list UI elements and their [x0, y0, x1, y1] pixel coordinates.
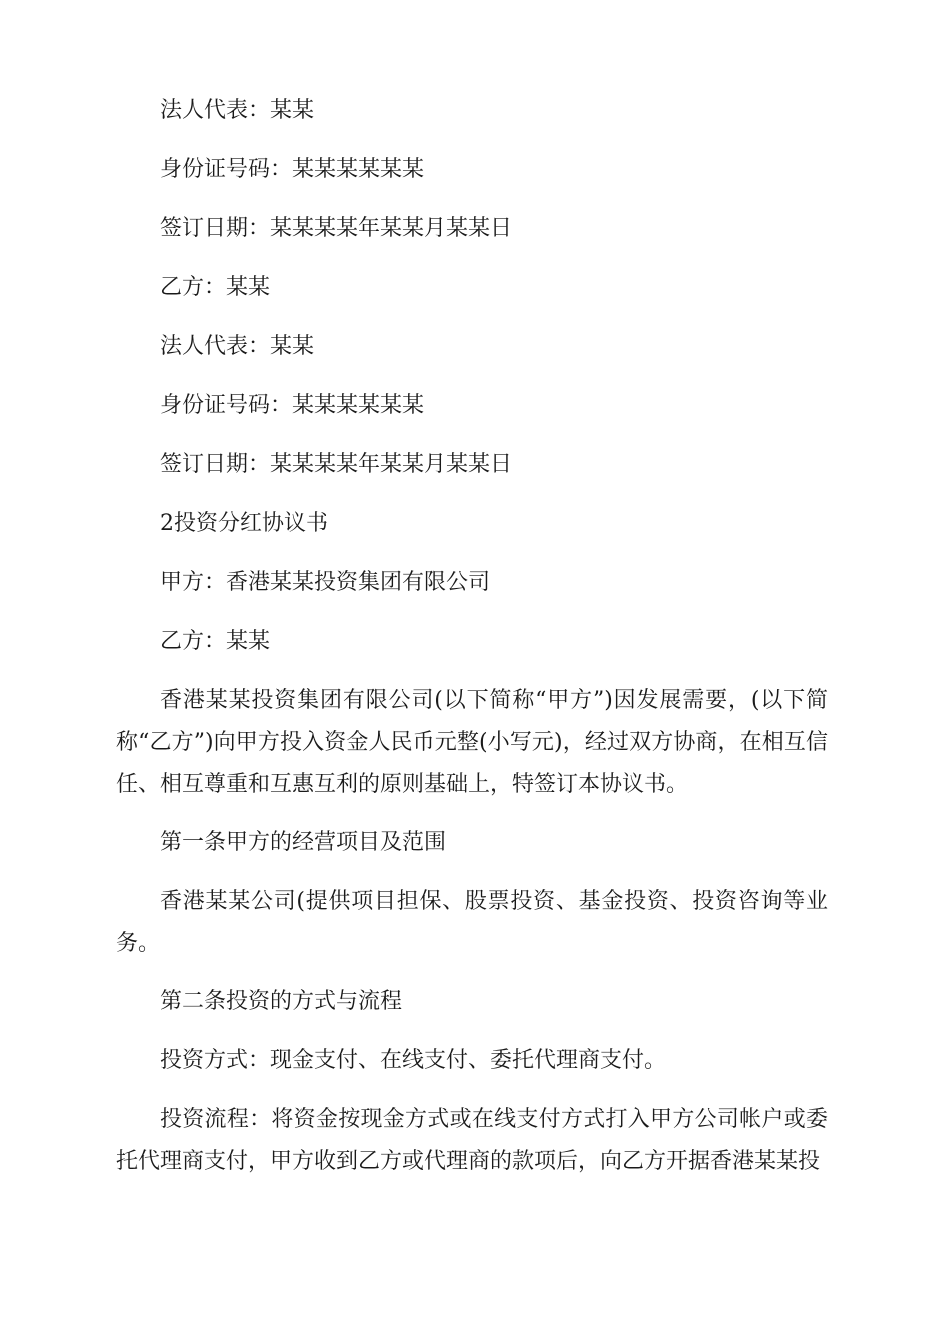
legal-representative-line: 法人代表：某某	[160, 334, 315, 359]
article-heading: 第二条投资的方式与流程	[160, 989, 403, 1014]
agreement-preamble: 香港某某投资集团有限公司(以下简称“甲方”)因发展需要，(以下简称“乙方”)向甲方投入资金人民币元整(小写元)，经过双方协商，在相互信任、相互尊重和互惠互利的原则基础上，特签订本协议书。	[116, 688, 828, 797]
investment-process-paragraph: 投资流程：将资金按现金方式或在线支付方式打入甲方公司帐户或委托代理商支付，甲方收到乙方或代理商的款项后，向乙方开据香港某某投	[116, 1107, 828, 1174]
legal-representative-line: 法人代表：某某	[160, 98, 315, 123]
id-number-line: 身份证号码：某某某某某某	[160, 157, 425, 182]
id-number-line: 身份证号码：某某某某某某	[160, 393, 425, 418]
article-heading: 第一条甲方的经营项目及范围	[160, 830, 447, 855]
investment-method-paragraph: 投资方式：现金支付、在线支付、委托代理商支付。	[160, 1048, 667, 1073]
section-title: 2投资分红协议书	[160, 511, 328, 536]
signing-date-line: 签订日期：某某某某年某某月某某日	[160, 216, 513, 241]
document-body	[116, 90, 828, 1199]
signing-date-line: 签订日期：某某某某年某某月某某日	[160, 452, 513, 477]
business-scope-paragraph: 香港某某公司(提供项目担保、股票投资、基金投资、投资咨询等业务。	[116, 889, 828, 956]
party-b-line: 乙方：某某	[160, 275, 271, 300]
party-a-line: 甲方：香港某某投资集团有限公司	[160, 570, 491, 595]
party-b-line: 乙方：某某	[160, 629, 271, 654]
